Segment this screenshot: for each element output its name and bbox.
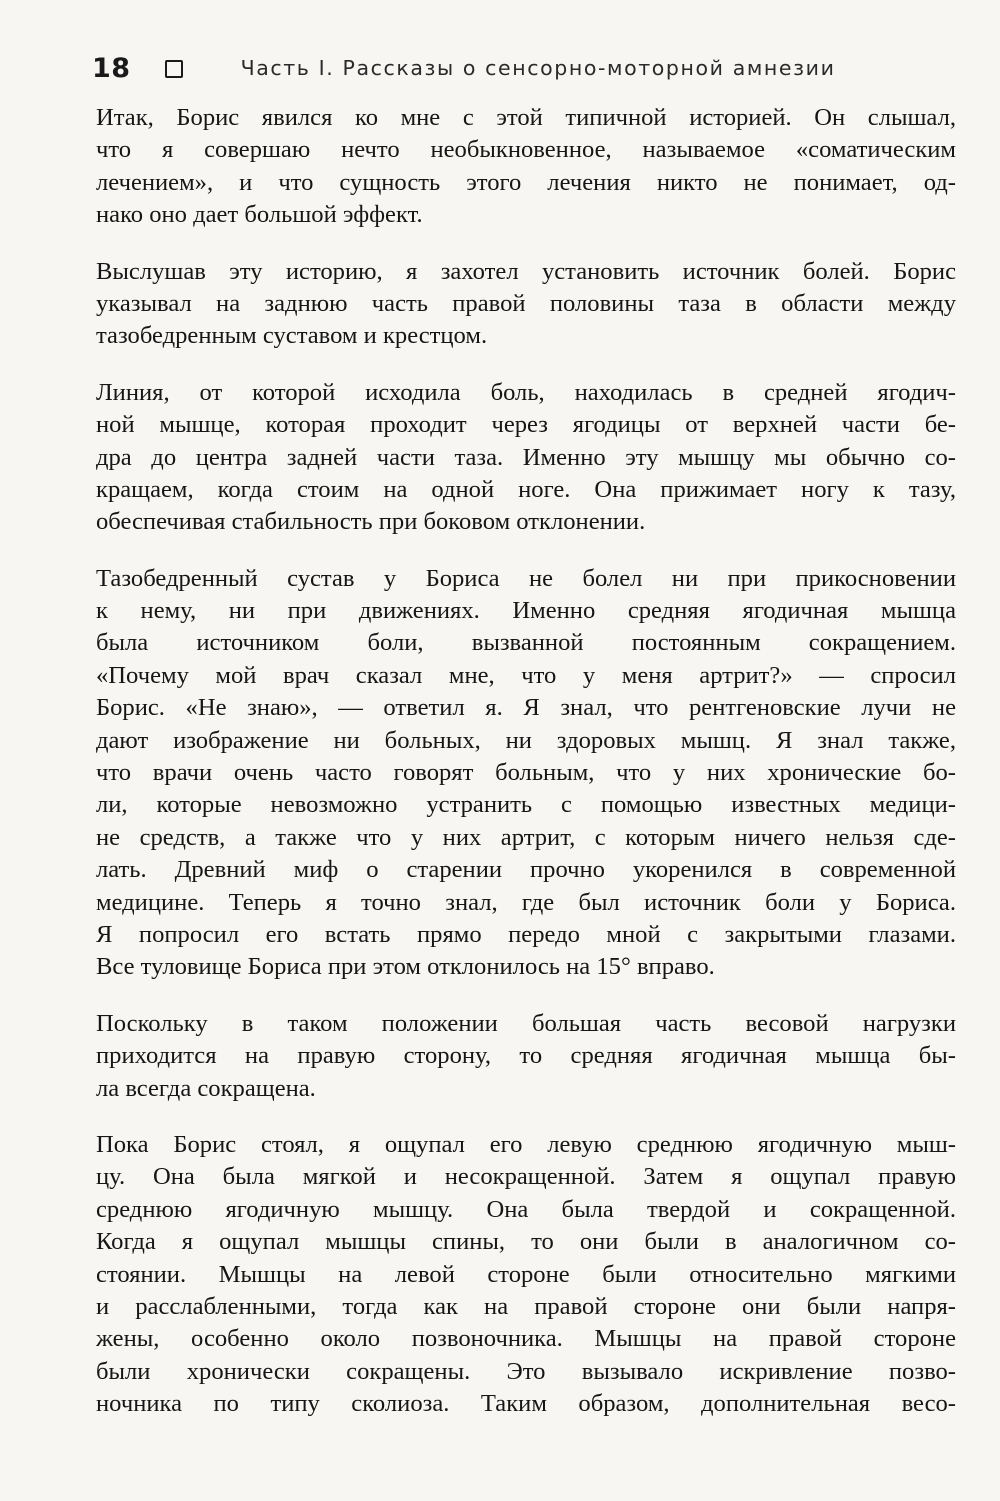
text-line: указывал на заднюю часть правой половины таза в области между	[96, 289, 956, 317]
text-line: Когда я ощупал мышцы спины, то они были в аналогичном со-	[96, 1228, 956, 1256]
text-line: Тазобедренный сустав у Бориса не болел ни при прикосновении	[96, 564, 956, 592]
body-text	[96, 102, 956, 1444]
text-line: тазобедренным суставом и крестцом.	[96, 322, 488, 350]
paragraph	[96, 102, 956, 232]
text-line: ной мышце, которая проходит через ягодицы от верхней части бе-	[96, 411, 956, 439]
text-line: дра до центра задней части таза. Именно эту мышцу мы обычно со-	[96, 443, 956, 471]
text-line: что врачи очень часто говорят больным, что у них хронические бо-	[96, 759, 956, 787]
text-line: Все туловище Бориса при этом отклонилось на 15° вправо.	[96, 953, 715, 981]
text-line: ночника по типу сколиоза. Таким образом, дополнительная весо-	[96, 1390, 956, 1418]
text-line: приходится на правую сторону, то средняя ягодичная мышца бы-	[96, 1042, 956, 1070]
text-line: лечением», и что сущность этого лечения никто не понимает, од-	[96, 168, 956, 196]
text-line: кращаем, когда стоим на одной ноге. Она прижимает ногу к тазу,	[96, 475, 956, 503]
text-line: и расслабленными, тогда как на правой стороне они были напря-	[96, 1292, 956, 1320]
text-line: были хронически сокращены. Это вызывало искривление позво-	[96, 1357, 956, 1385]
text-line: ли, которые невозможно устранить с помощью известных медици-	[96, 791, 956, 819]
text-line: ла всегда сокращена.	[96, 1074, 316, 1102]
text-line: дают изображение ни больных, ни здоровых мышц. Я знал также,	[96, 726, 956, 754]
text-line: стоянии. Мышцы на левой стороне были относительно мягкими	[96, 1260, 956, 1288]
text-line: лать. Древний миф о старении прочно укоренился в современной	[96, 856, 956, 884]
paragraph	[96, 1008, 956, 1105]
text-line: к нему, ни при движениях. Именно средняя ягодичная мышца	[96, 597, 956, 625]
text-line: Я попросил его встать прямо передо мной с закрытыми глазами.	[96, 920, 956, 948]
paragraph	[96, 256, 956, 353]
page-number: 18	[92, 52, 131, 84]
text-line: Борис. «Не знаю», — ответил я. Я знал, что рентгеновские лучи не	[96, 694, 956, 722]
text-line: Выслушав эту историю, я захотел установить источник болей. Борис	[96, 257, 956, 285]
text-line: обеспечивая стабильность при боковом отклонении.	[96, 508, 646, 536]
paragraph	[96, 377, 956, 539]
text-line: что я совершаю нечто необыкновенное, называемое «соматическим	[96, 136, 956, 164]
chapter-title: Часть I. Рассказы о сенсорно-моторной амнезии	[240, 56, 836, 80]
square-bullet-icon	[165, 60, 183, 78]
text-line: цу. Она была мягкой и несокращенной. Затем я ощупал правую	[96, 1163, 956, 1191]
text-line: Поскольку в таком положении большая часть весовой нагрузки	[96, 1009, 956, 1037]
text-line: была источником боли, вызванной постоянным сокращением.	[96, 629, 956, 657]
text-line: Пока Борис стоял, я ощупал его левую среднюю ягодичную мыш-	[96, 1130, 956, 1158]
text-line: жены, особенно около позвоночника. Мышцы на правой стороне	[96, 1325, 956, 1353]
text-line: нако оно дает большой эффект.	[96, 201, 423, 229]
paragraph	[96, 1129, 956, 1421]
text-line: Итак, Борис явился ко мне с этой типичной историей. Он слышал,	[96, 104, 956, 131]
running-header	[92, 48, 952, 88]
text-line: среднюю ягодичную мышцу. Она была твердой и сокращенной.	[96, 1195, 956, 1223]
text-line: Линия, от которой исходила боль, находилась в средней ягодич-	[96, 378, 956, 406]
text-line: медицине. Теперь я точно знал, где был источник боли у Бориса.	[96, 888, 956, 916]
text-line: не средств, а также что у них артрит, с которым ничего нельзя сде-	[96, 823, 956, 851]
paragraph	[96, 563, 956, 984]
text-line: «Почему мой врач сказал мне, что у меня артрит?» — спросил	[96, 661, 956, 689]
